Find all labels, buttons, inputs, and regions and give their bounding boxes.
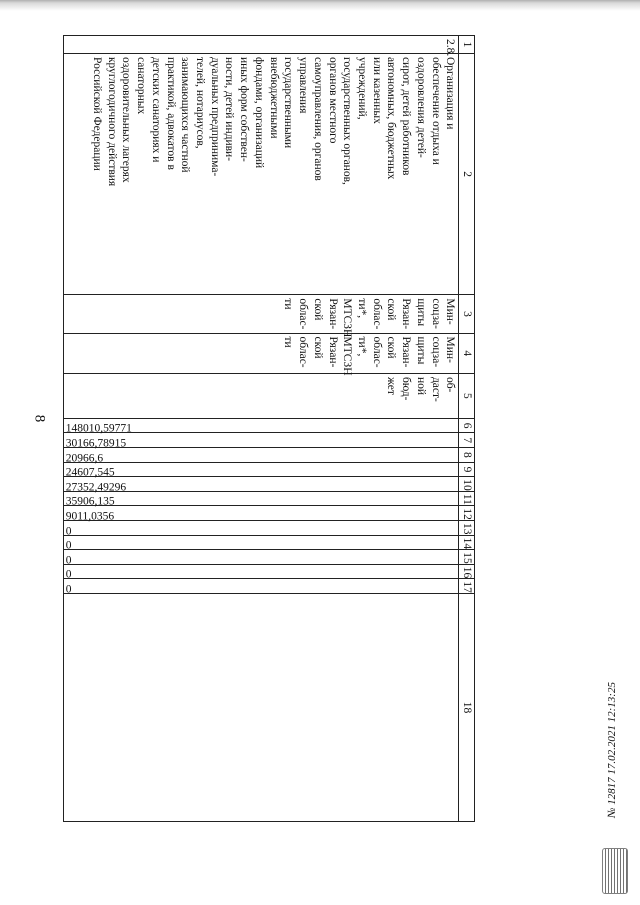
page-number: 8 [31, 414, 48, 423]
description-line: автономных, бюджетных [385, 56, 398, 180]
header-cell: 7 [459, 433, 475, 448]
value-cell: 0 [64, 550, 459, 565]
certificate-mark [602, 848, 628, 894]
executor-line: МТСЗН [341, 298, 354, 338]
value-cell [64, 593, 459, 821]
co-executor-line: Рязан- [400, 336, 413, 368]
header-cell: 9 [459, 462, 475, 477]
co-executor-line: облас- [297, 336, 310, 368]
header-row [459, 36, 475, 822]
description-line: телей, нотариусов, [194, 56, 207, 149]
header-cell: 6 [459, 418, 475, 433]
header-cell: 1 [459, 36, 475, 54]
table-row [64, 36, 459, 822]
description-line: оздоровительных лагерях [120, 56, 133, 183]
description-line: государственных органов, [341, 56, 354, 185]
registration-stamp: № 12817 17.02.2021 12:13:25 [606, 682, 618, 818]
executor-line: облас- [370, 298, 383, 330]
header-cell: 15 [459, 550, 475, 565]
description-line: дуальных предпринима- [208, 56, 221, 177]
funding-line: об- [444, 376, 457, 393]
funding-line: даст- [429, 376, 442, 402]
header-cell: 17 [459, 579, 475, 594]
description-line: внебюджетными [267, 56, 280, 139]
co-executor-line: облас- [370, 336, 383, 368]
header-cell: 11 [459, 491, 475, 506]
description-line: детских санаториях и [149, 56, 162, 163]
value-cell: 20966,6 [64, 448, 459, 463]
co-executor-line: ской [385, 336, 398, 359]
value-cell: 148010,59771 [64, 418, 459, 433]
co-executor-line: щиты [414, 336, 427, 365]
description-line: ности, детей индиви- [223, 56, 236, 162]
description-line: иных форм собствен- [238, 56, 251, 162]
value-cell: 27352,49296 [64, 477, 459, 492]
description-line: оздоровления детей- [414, 56, 427, 158]
funding-line: жет [385, 376, 398, 395]
description-line: практикой, адвокатов в [164, 56, 177, 170]
co-executor-line: Рязан- [326, 336, 339, 368]
description-line: управления [297, 56, 310, 114]
description-line: занимающихся частной [179, 56, 192, 173]
row-number: 2.8. [64, 36, 459, 54]
header-cell: 5 [459, 373, 475, 418]
description-line: органов местного [326, 56, 339, 144]
header-cell: 8 [459, 448, 475, 463]
co-executor-line: Мин- [444, 336, 457, 363]
description-line: санаторных [135, 56, 148, 115]
description-line: учреждений, [355, 56, 368, 120]
executor-line: Рязан- [400, 298, 413, 330]
co-executor-line: ти*, [355, 336, 368, 357]
executor-line: ти*, [355, 298, 368, 319]
value-cell: 30166,78915 [64, 433, 459, 448]
co-executor-line: ской [311, 336, 324, 359]
header-cell: 10 [459, 477, 475, 492]
value-cell: 24607,545 [64, 462, 459, 477]
co-executor-line: МТСЗН [341, 336, 354, 376]
responsible-executor [64, 295, 459, 338]
rotated-table-wrapper [63, 35, 475, 822]
executor-line: облас- [297, 298, 310, 330]
description-line: обеспечение отдыха и [429, 56, 442, 165]
header-cell: 14 [459, 535, 475, 550]
description-line: Организация и [444, 56, 457, 130]
header-cell: 18 [459, 593, 475, 821]
funding-line: ной [414, 376, 427, 396]
value-cell: 0 [64, 521, 459, 536]
executor-line: Мин- [444, 298, 457, 325]
executor-line: ской [311, 298, 324, 321]
budget-table [63, 35, 475, 822]
description-line: сирот, детей работников [400, 56, 413, 176]
executor-line: ти [282, 298, 295, 310]
description-line: государственными [282, 56, 295, 149]
funding-source [64, 373, 459, 418]
value-cell: 0 [64, 535, 459, 550]
header-cell: 16 [459, 564, 475, 579]
executor-line: соцза- [429, 298, 442, 329]
header-cell: 2 [459, 53, 475, 294]
header-cell: 12 [459, 506, 475, 521]
executor-line: Рязан- [326, 298, 339, 330]
scan-edge [0, 0, 640, 14]
description-line: самоуправления, органов [311, 56, 324, 181]
header-cell: 3 [459, 295, 475, 333]
funding-line: бюд- [400, 376, 413, 401]
value-cell: 0 [64, 579, 459, 594]
value-cell: 0 [64, 564, 459, 579]
description-line: круглогодичного действия [105, 56, 118, 187]
co-executor-line: ти [282, 336, 295, 348]
value-cell: 9011,0356 [64, 506, 459, 521]
description-line: или казенных [370, 56, 383, 124]
value-cell: 35906,135 [64, 491, 459, 506]
header-cell: 4 [459, 333, 475, 373]
description-line: фондами, организаций [252, 56, 265, 169]
description-line: Российской Федерации [91, 56, 104, 171]
header-cell: 13 [459, 521, 475, 536]
executor-line: ской [385, 298, 398, 321]
row-description [64, 53, 459, 294]
executor-line: щиты [414, 298, 427, 327]
co-executor-line: соцза- [429, 336, 442, 368]
co-executor [64, 333, 459, 376]
